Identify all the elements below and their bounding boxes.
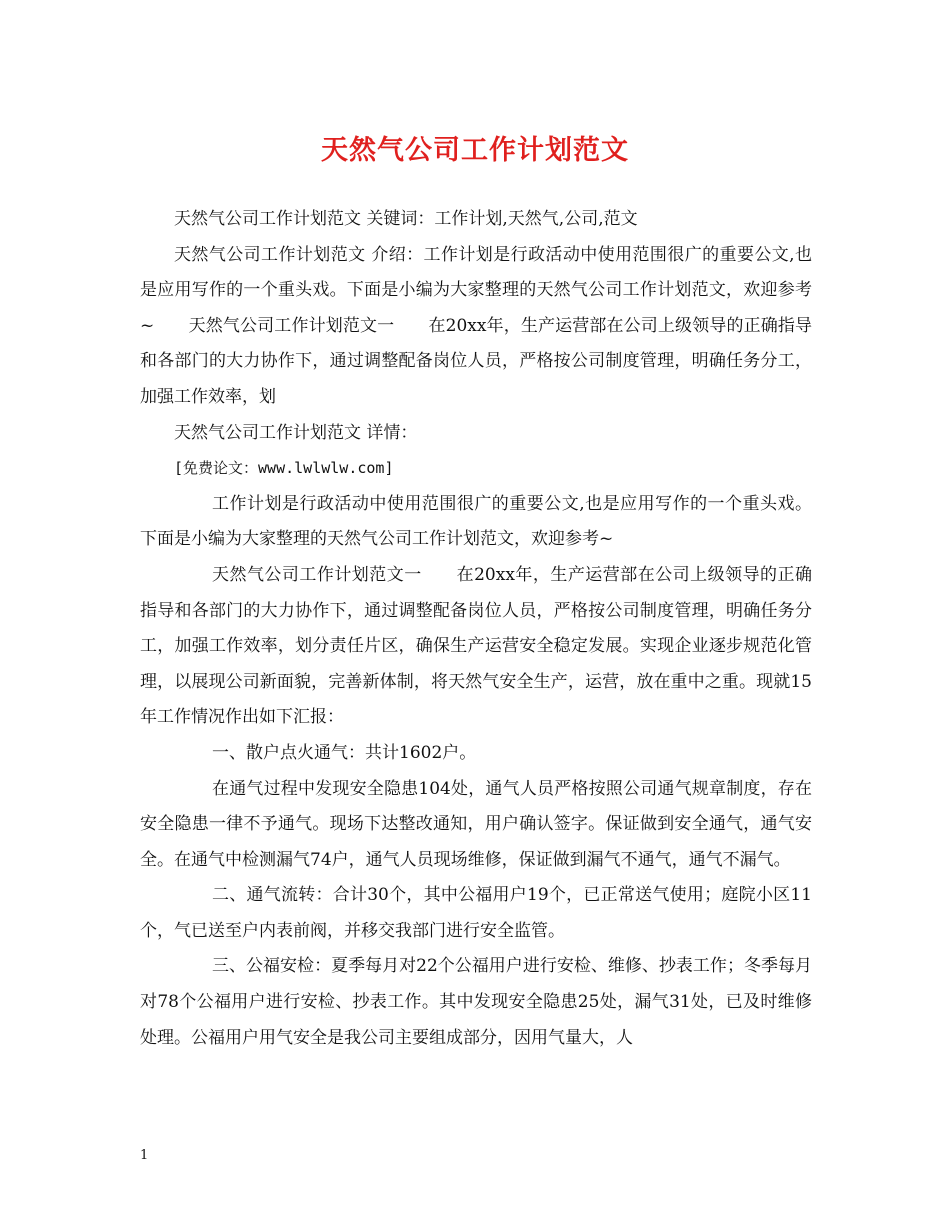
intro-paragraph: 天然气公司工作计划范文 介绍：工作计划是行政活动中使用范围很广的重要公文,也是应用写作的一个重头戏。下面是小编为大家整理的天然气公司工作计划范文，欢迎参考~ 天然气公司工作计划范文一 在20xx年，生产运营部在公司上级领导的正确指导和各部门的大力协作下，通过调整配备岗位人员，严格按公司制度管理，明确任务分工，加强工作效率，划 [140,244,812,407]
source-line: [免费论文：www.lwlwlw.com] [174,459,394,478]
details-line: 天然气公司工作计划范文 详情： [174,422,418,443]
section-heading: 一、散户点火通气：共计1602户。 [212,742,477,763]
section-heading: 二、通气流转：合计30个，其中公福用户19个，已正常送气使用；庭院小区11个，气已送至户内表前阀，并移交我部门进行安全监管。 [140,885,812,941]
body-paragraph: 工作计划是行政活动中使用范围很广的重要公文,也是应用写作的一个重头戏。下面是小编为大家整理的天然气公司工作计划范文，欢迎参考~ [140,493,812,550]
document-title: 天然气公司工作计划范文 [321,135,629,166]
body-paragraph: 天然气公司工作计划范文一 在20xx年，生产运营部在公司上级领导的正确指导和各部门的大力协作下，通过调整配备岗位人员，严格按公司制度管理，明确任务分工，加强工作效率，划分责任片区，确保生产运营安全稳定发展。实现企业逐步规范化管理，以展现公司新面貌，完善新体制，将天然气安全生产，运营，放在重中之重。现就15年工作情况作出如下汇报： [140,564,812,728]
page-number: 1 [140,1148,149,1163]
section-heading: 三、公福安检：夏季每月对22个公福用户进行安检、维修、抄表工作；冬季每月对78个公福用户进行安检、抄表工作。其中发现安全隐患25处，漏气31处，已及时维修处理。公福用户用气安全是我公司主要组成部分，因用气量大，人 [140,956,812,1048]
document-body [140,202,812,1056]
keywords-line: 天然气公司工作计划范文 关键词：工作计划,天然气,公司,范文 [174,209,638,229]
body-paragraph: 在通气过程中发现安全隐患104处，通气人员严格按照公司通气规章制度，存在安全隐患一律不予通气。现场下达整改通知，用户确认签字。保证做到安全通气，通气安全。在通气中检测漏气74户，通气人员现场维修，保证做到漏气不通气，通气不漏气。 [140,778,812,870]
